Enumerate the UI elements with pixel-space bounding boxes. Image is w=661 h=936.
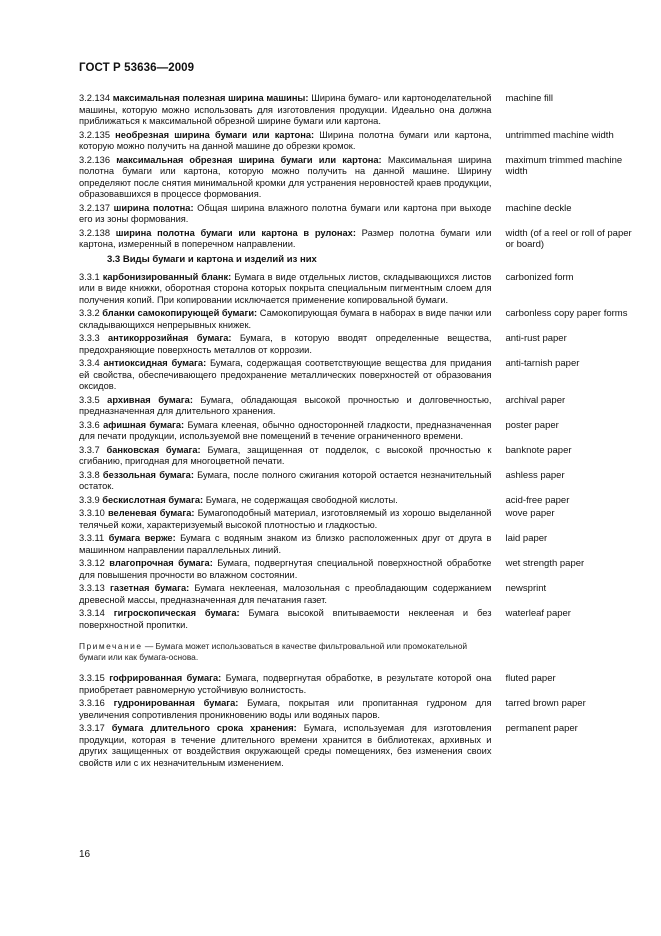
term-english-equivalent: maximum trimmed machine width xyxy=(505,154,623,177)
term-text: Бумага, используемая для изготовления продукции, которая в течение длительного времени хранится в библиотеках, архивных и других защищенных от воздействия окружающей среды помещениях, без изменения своих свойств или с их незначительным изменением. xyxy=(79,723,492,768)
term-number: 3.3.17 xyxy=(79,723,105,733)
term-name: веленевая бумага: xyxy=(107,508,195,518)
term-number: 3.3.12 xyxy=(79,558,105,568)
document-header: ГОСТ Р 53636—2009 xyxy=(79,62,195,74)
term-definition-ru xyxy=(79,508,491,531)
term-number: 3.3.13 xyxy=(79,583,105,593)
term-entry xyxy=(79,358,639,393)
term-number: 3.3.15 xyxy=(79,673,105,683)
note-text: — Бумага может использоваться в качестве фильтровальной или промокательной бумаги или как бумага-основа. xyxy=(79,641,468,662)
entries-group-b xyxy=(79,272,639,632)
term-definition-ru xyxy=(79,533,491,556)
term-english-equivalent: fluted paper xyxy=(505,673,556,684)
term-definition-ru xyxy=(79,272,491,307)
term-definition-ru xyxy=(79,155,491,201)
term-definition-ru xyxy=(79,608,491,631)
term-entry xyxy=(79,533,639,556)
term-definition-ru xyxy=(79,470,491,493)
term-definition-ru xyxy=(79,308,491,331)
term-name: ширина полотна бумаги или картона в рулонах: xyxy=(115,227,356,238)
term-number: 3.3.3 xyxy=(79,333,100,343)
term-definition-ru xyxy=(79,203,491,226)
term-name: гудронированная бумага: xyxy=(113,698,239,708)
term-definition-ru xyxy=(79,558,491,581)
term-name: максимальная полезная ширина машины: xyxy=(112,93,309,103)
term-name: архивная бумага: xyxy=(107,394,193,405)
term-text: Бумага, содержащая соответствующие вещества для придания ей свойства, обеспечивающего предохранение металлических поверхностей от образования оксидов. xyxy=(79,358,492,391)
term-number: 3.3.7 xyxy=(79,444,100,455)
term-number: 3.3.6 xyxy=(79,419,100,430)
term-text: Ширина полотна бумаги или картона, которую можно получить на данной машине до обрезки кромок. xyxy=(79,129,492,151)
term-english-equivalent: carbonized form xyxy=(505,271,574,283)
term-name: газетная бумага: xyxy=(109,583,190,593)
term-name: афишная бумага: xyxy=(103,419,185,430)
term-english-equivalent: wove paper xyxy=(505,508,555,519)
term-english-equivalent: ashless paper xyxy=(505,469,565,481)
term-english-equivalent: archival paper xyxy=(505,394,566,406)
term-definition-ru xyxy=(79,723,491,769)
term-entry xyxy=(79,495,639,507)
term-number: 3.3.14 xyxy=(79,608,105,618)
note xyxy=(79,641,493,663)
term-entry xyxy=(79,228,639,251)
term-text: Бумага, подвергнутая обработке, в результате которой она приобретает равномерную устойчивую волнистость. xyxy=(79,673,492,695)
term-definition-ru xyxy=(79,93,491,128)
term-text: Бумагоподобный материал, изготовляемый из хорошо выделанной телячьей кожи, характеризуемый высокой плотностью и гладкостью. xyxy=(79,508,492,530)
term-entry xyxy=(79,130,639,153)
term-number: 3.3.2 xyxy=(79,308,100,318)
term-text: Бумага высокой впитываемости неклееная и без поверхностной пропитки. xyxy=(79,608,492,630)
term-entry xyxy=(79,93,639,128)
term-definition-ru xyxy=(79,673,491,696)
term-name: антиоксидная бумага: xyxy=(103,358,207,368)
term-english-equivalent: newsprint xyxy=(505,583,547,594)
term-name: гофрированная бумага: xyxy=(109,673,222,683)
term-entry xyxy=(79,608,639,631)
term-text: Бумага неклееная, малозольная с преобладающим содержанием древесной массы, предназначенная для печатания газет. xyxy=(79,583,492,605)
term-definition-ru xyxy=(79,420,491,443)
term-name: карбонизированный бланк: xyxy=(102,271,232,282)
entries-group-c xyxy=(79,673,639,769)
term-text: Максимальная ширина полотна бумаги или картона, которую можно получить на данной машине. Ширину определяют после снятия минимальной кромки для устранения неровностей краев продукции, образовавшихся в процессе формования. xyxy=(79,154,492,199)
term-entry xyxy=(79,470,639,493)
term-english-equivalent: wet strength paper xyxy=(505,558,585,569)
term-text: Бумага, не содержащая свободной кислоты. xyxy=(205,494,398,505)
term-entry xyxy=(79,272,639,307)
term-name: ширина полотна: xyxy=(113,202,194,213)
term-text: Бумага, подвергнутая специальной поверхностной обработке для повышения прочности во влажном состоянии. xyxy=(79,558,492,580)
term-number: 3.2.137 xyxy=(79,202,111,213)
term-text: Размер полотна бумаги или картона, измеренный в поперечном направлении. xyxy=(79,227,492,249)
term-definition-ru xyxy=(79,583,491,606)
term-number: 3.3.8 xyxy=(79,469,100,480)
term-entry xyxy=(79,445,639,468)
term-name: гигроскопическая бумага: xyxy=(113,608,240,618)
term-english-equivalent: permanent paper xyxy=(505,723,578,734)
term-text: Общая ширина влажного полотна бумаги или картона при выходе его из зоны формования. xyxy=(79,202,492,224)
term-english-equivalent: banknote paper xyxy=(505,444,572,456)
term-english-equivalent: width (of a reel or roll of paper or board) xyxy=(505,227,632,250)
term-number: 3.2.135 xyxy=(79,129,111,140)
term-text: Самокопирующая бумага в наборах в виде пачки или складывающихся непрерывных книжек. xyxy=(79,308,492,330)
term-definition-ru xyxy=(79,333,491,356)
term-name: бумага верже: xyxy=(108,533,176,543)
term-english-equivalent: untrimmed machine width xyxy=(505,129,614,141)
document-body xyxy=(79,93,639,771)
term-number: 3.3.5 xyxy=(79,394,100,405)
term-entry xyxy=(79,155,639,201)
term-text: Бумага в виде отдельных листов, складывающихся листов или в виде книжки, оборотная сторона которых покрыта специальным пигментным слоем для получения копий. При копировании исключается применение копировальной бумаги. xyxy=(79,271,492,305)
term-entry xyxy=(79,203,639,226)
term-number: 3.3.1 xyxy=(79,271,100,282)
term-text: Ширина бумаго- или картоноделательной машины, которую можно использовать для изготовления продукции. Идеально она должна приближаться к максимальной обрезной ширине бумаги или картона. xyxy=(79,93,492,126)
term-number: 3.3.11 xyxy=(79,533,105,543)
term-definition-ru xyxy=(79,698,491,721)
term-text: Бумага, покрытая или пропитанная гудроном для увеличения сопротивления проникновению воды или водяных паров. xyxy=(79,698,492,720)
term-text: Бумага, защищенная от подделок, с высокой прочностью к сгибанию, пригодная для многоцветной печати. xyxy=(79,444,492,466)
term-text: Бумага, в которую вводят определенные вещества, предохраняющие поверхность металлов от коррозии. xyxy=(79,333,492,355)
term-name: максимальная обрезная ширина бумаги или картона: xyxy=(116,154,382,165)
term-text: Бумага клееная, обычно односторонней гладкости, предназначенная для печати продукции, используемой вне помещений в течение ограниченного времени. xyxy=(79,419,492,441)
term-english-equivalent: carbonless copy paper forms xyxy=(505,308,628,319)
term-entry xyxy=(79,583,639,606)
term-name: антикоррозийная бумага: xyxy=(108,333,232,343)
term-definition-ru xyxy=(79,358,491,393)
term-name: бумага длительного срока хранения: xyxy=(111,723,297,733)
term-entry xyxy=(79,395,639,418)
term-name: бланки самокопирующей бумаги: xyxy=(102,308,258,318)
term-number: 3.3.4 xyxy=(79,358,100,368)
term-entry xyxy=(79,333,639,356)
term-name: бескислотная бумага: xyxy=(102,494,204,505)
entries-group-a xyxy=(79,93,639,251)
term-english-equivalent: tarred brown paper xyxy=(505,698,586,709)
term-definition-ru xyxy=(79,228,491,251)
note-label: Примечание xyxy=(79,641,143,651)
term-entry xyxy=(79,420,639,443)
term-name: банковская бумага: xyxy=(106,444,201,455)
term-definition-ru xyxy=(79,445,491,468)
term-entry xyxy=(79,558,639,581)
term-entry xyxy=(79,308,639,331)
term-english-equivalent: machine deckle xyxy=(505,202,572,214)
term-name: беззольная бумага: xyxy=(102,469,194,480)
term-definition-ru xyxy=(79,495,491,507)
term-definition-ru xyxy=(79,130,491,153)
term-text: Бумага, обладающая высокой прочностью и долговечностью, предназначенная для длительного хранения. xyxy=(79,394,492,416)
term-english-equivalent: poster paper xyxy=(505,419,559,431)
term-english-equivalent: acid-free paper xyxy=(505,494,570,506)
term-entry xyxy=(79,673,639,696)
term-entry xyxy=(79,698,639,721)
term-number: 3.2.136 xyxy=(79,154,111,165)
term-text: Бумага с водяным знаком из близко расположенных друг от друга в машинном направлении параллельных линий. xyxy=(79,533,492,555)
term-english-equivalent: machine fill xyxy=(505,93,554,104)
term-text: Бумага, после полного сжигания которой остается незначительный остаток. xyxy=(79,469,492,491)
term-name: необрезная ширина бумаги или картона: xyxy=(115,129,315,140)
page-number: 16 xyxy=(79,849,91,860)
term-english-equivalent: anti-tarnish paper xyxy=(505,358,580,369)
term-english-equivalent: laid paper xyxy=(505,533,548,544)
term-number: 3.3.16 xyxy=(79,698,105,708)
term-english-equivalent: anti-rust paper xyxy=(505,333,567,344)
term-entry xyxy=(79,508,639,531)
term-english-equivalent: waterleaf paper xyxy=(505,608,571,619)
term-entry xyxy=(79,723,639,769)
term-definition-ru xyxy=(79,395,491,418)
section-title: 3.3 Виды бумаги и картона и изделий из них xyxy=(107,253,317,265)
term-number: 3.3.9 xyxy=(79,494,100,505)
term-number: 3.3.10 xyxy=(79,508,105,518)
term-number: 3.2.134 xyxy=(79,93,111,103)
term-number: 3.2.138 xyxy=(79,227,111,238)
term-name: влагопрочная бумага: xyxy=(109,558,213,568)
